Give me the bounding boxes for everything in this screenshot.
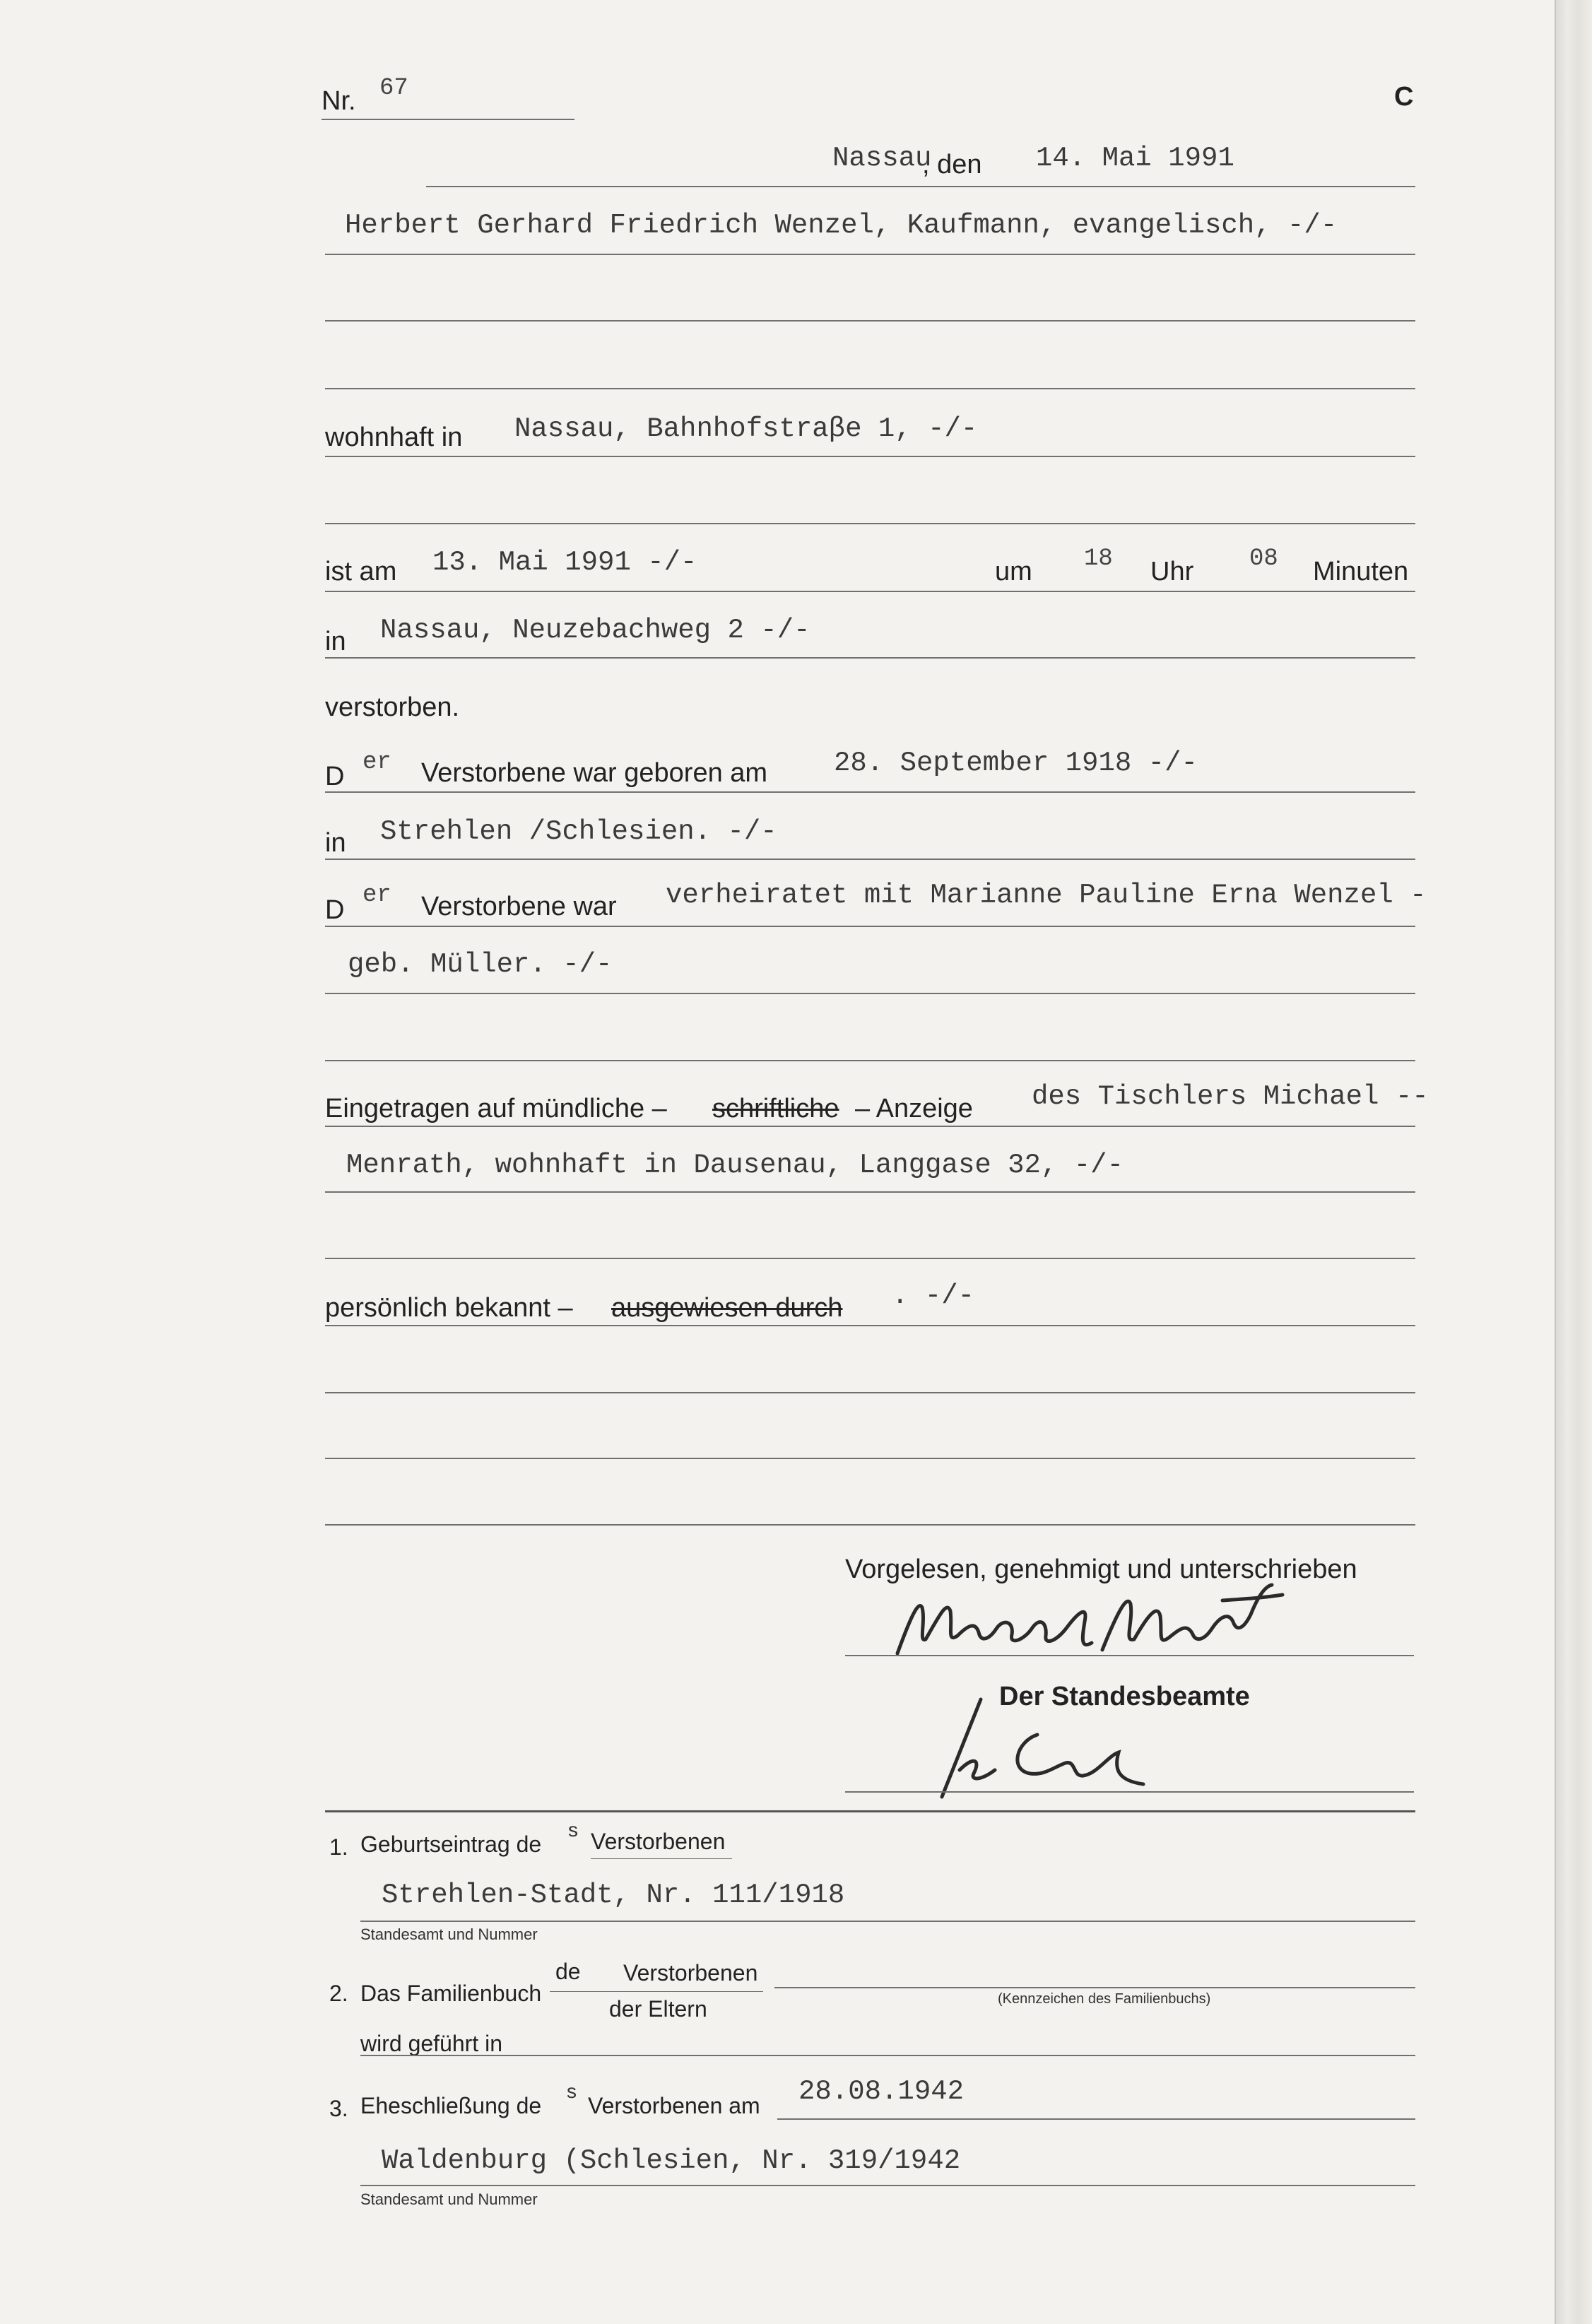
death-place: Nassau, Neuzebachweg 2 -/- — [380, 615, 810, 646]
footnote-2-number: 2. — [329, 1981, 348, 2006]
death-minute: 08 — [1249, 545, 1278, 572]
official-label: Der Standesbeamte — [999, 1682, 1250, 1711]
footnote-2-option-1: Verstorbenen — [623, 1960, 758, 1986]
ist-am-label: ist am — [325, 557, 397, 586]
birth-label: Verstorbene war geboren am — [421, 758, 768, 788]
declarant-name: Herbert Gerhard Friedrich Wenzel, Kaufmann, evangelisch, -/- — [345, 210, 1338, 241]
declarant-rule-3 — [325, 388, 1415, 389]
nr-label: Nr. — [322, 86, 356, 116]
registration-rule-2 — [325, 1191, 1415, 1193]
birth-suffix: er — [362, 749, 391, 776]
death-place-rule — [325, 657, 1415, 659]
date-rule — [426, 186, 1415, 187]
footnote-2-rule-2 — [360, 2055, 1415, 2056]
footnote-2-caption: (Kennzeichen des Familienbuchs) — [998, 1991, 1211, 2007]
den-label: , den — [922, 150, 982, 179]
marriage-value-1: verheiratet mit Marianne Pauline Erna Wenzel - — [666, 880, 1427, 911]
birth-place: Strehlen /Schlesien. -/- — [380, 816, 777, 847]
birth-place-rule — [325, 859, 1415, 860]
minuten-label: Minuten — [1313, 557, 1409, 586]
wohnhaft-rule — [325, 456, 1415, 457]
declarant-rule-1 — [325, 254, 1415, 255]
witness-signature-rule — [845, 1655, 1414, 1656]
blank-rule-1 — [325, 523, 1415, 524]
footnote-3-number: 3. — [329, 2096, 348, 2121]
footnote-3-value: Waldenburg (Schlesien, Nr. 319/1942 — [382, 2145, 961, 2176]
bekannt-rule — [325, 1325, 1415, 1326]
footnote-1-label-a: Geburtseintrag de — [360, 1832, 542, 1857]
death-hour: 18 — [1084, 545, 1113, 572]
birth-date: 28. September 1918 -/- — [834, 748, 1198, 779]
blank-rule-4 — [325, 1458, 1415, 1459]
official-signature — [931, 1692, 1172, 1805]
footnote-1-value: Strehlen-Stadt, Nr. 111/1918 — [382, 1880, 845, 1911]
page-edge — [1555, 0, 1592, 2324]
official-signature-rule — [845, 1791, 1414, 1793]
footnote-1-label-b: Verstorbenen — [591, 1829, 726, 1854]
wohnhaft-value: Nassau, Bahnhofstraβe 1, -/- — [514, 413, 978, 444]
footnote-3-label-a: Eheschließung de — [360, 2093, 542, 2118]
footnote-3-rule-2 — [360, 2185, 1415, 2186]
header-date: 14. Mai 1991 — [1036, 143, 1234, 174]
witness-signature — [890, 1572, 1286, 1671]
nr-value: 67 — [379, 75, 408, 102]
footnote-3-caption: Standesamt und Nummer — [360, 2190, 538, 2208]
footnote-3-rule-1 — [777, 2118, 1415, 2120]
marriage-rule-2 — [325, 993, 1415, 994]
registration-label-1: Eingetragen auf mündliche – — [325, 1094, 667, 1123]
footnote-3-date: 28.08.1942 — [798, 2076, 965, 2107]
footnote-2-label-b: wird geführt in — [360, 2031, 502, 2056]
marriage-label: Verstorbene war — [421, 892, 617, 921]
bekannt-struck: ausgewiesen durch — [611, 1293, 843, 1323]
blank-rule-3 — [325, 1392, 1415, 1393]
marriage-value-2: geb. Müller. -/- — [348, 949, 613, 980]
footnote-2-label-a: Das Familienbuch — [360, 1981, 542, 2006]
um-label: um — [995, 557, 1032, 586]
footnote-separator — [325, 1810, 1415, 1812]
blank-rule-5 — [325, 1524, 1415, 1526]
read-approved-label: Vorgelesen, genehmigt und unterschrieben — [845, 1555, 1357, 1584]
registration-value-2: Menrath, wohnhaft in Dausenau, Langgase 32, -/- — [346, 1150, 1124, 1181]
footnote-2-option-2: der Eltern — [609, 1996, 707, 2022]
footnote-1-caption: Standesamt und Nummer — [360, 1925, 538, 1943]
registration-rule-1 — [325, 1126, 1415, 1127]
footnote-1-rule — [360, 1921, 1415, 1922]
registration-label-2: – Anzeige — [855, 1094, 973, 1123]
birth-d-label: D — [325, 762, 345, 791]
footnote-1-number: 1. — [329, 1834, 348, 1860]
uhr-label: Uhr — [1150, 557, 1194, 586]
marriage-rule-1 — [325, 926, 1415, 927]
footnote-2-de: de — [555, 1959, 581, 1984]
birth-in-label: in — [325, 828, 346, 858]
form-letter: C — [1394, 82, 1414, 112]
registration-value-1: des Tischlers Michael -- — [1032, 1081, 1429, 1112]
blank-rule-2 — [325, 1060, 1415, 1061]
marriage-suffix: er — [362, 882, 391, 909]
footnote-3-label-b: Verstorbenen am — [588, 2093, 760, 2118]
registration-struck: schriftliche — [712, 1094, 839, 1123]
marriage-d-label: D — [325, 895, 345, 925]
birth-date-rule — [325, 791, 1415, 793]
registration-rule-3 — [325, 1258, 1415, 1259]
footnote-1-sup: s — [568, 1819, 578, 1841]
bekannt-value: . -/- — [892, 1280, 975, 1311]
footnote-3-sup: s — [567, 2080, 577, 2102]
verstorben-label: verstorben. — [325, 692, 460, 722]
footnote-2-bracket-rule — [550, 1991, 763, 1992]
death-date: 13. Mai 1991 -/- — [432, 547, 697, 578]
declarant-rule-2 — [325, 320, 1415, 322]
wohnhaft-label: wohnhaft in — [325, 423, 463, 452]
header-place: Nassau — [832, 143, 932, 174]
footnote-1-label-underline — [591, 1858, 732, 1859]
death-in-label: in — [325, 627, 346, 656]
footnote-2-rule-1 — [774, 1987, 1415, 1988]
nr-rule — [322, 119, 574, 120]
bekannt-label: persönlich bekannt – — [325, 1293, 573, 1323]
death-date-rule — [325, 591, 1415, 592]
